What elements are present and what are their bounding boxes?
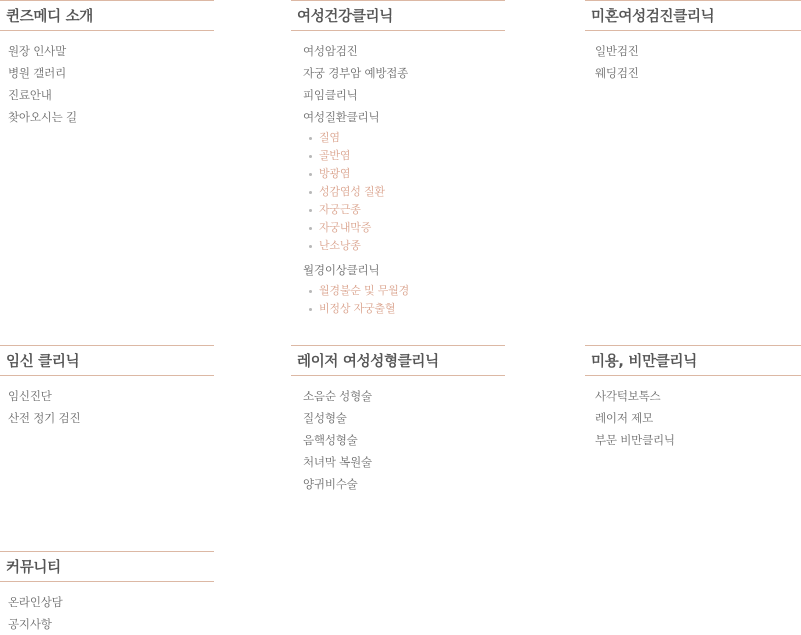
- link-hymen-restoration[interactable]: 처녀막 복원술: [303, 455, 372, 469]
- link-menstrual-clinic[interactable]: 월경이상클리닉 월경불순 및 무월경 비정상 자궁출혈: [303, 259, 505, 318]
- section-title-about[interactable]: 퀸즈메디 소개: [0, 0, 214, 31]
- link-vaginoplasty[interactable]: 질성형술: [303, 411, 347, 425]
- link-laser-hair-removal[interactable]: 레이저 제모: [595, 411, 653, 425]
- link-labiaplasty[interactable]: 소음순 성형술: [303, 389, 372, 403]
- sub-link-std[interactable]: 성감염성 질환: [309, 183, 505, 201]
- section-title-laser[interactable]: 레이저 여성성형클리닉: [291, 345, 505, 376]
- section-title-women-health[interactable]: 여성건강클리닉: [291, 0, 505, 31]
- link-partial-obesity[interactable]: 부문 비만클리닉: [595, 433, 675, 447]
- section-title-community[interactable]: 커뮤니티: [0, 551, 214, 582]
- sub-link-abnormal-bleeding[interactable]: 비정상 자궁출혈: [309, 300, 505, 318]
- disease-sub-list: [303, 129, 505, 255]
- link-prenatal-checkup[interactable]: 산전 정기 검진: [8, 411, 81, 425]
- link-gallery[interactable]: 병원 갤러리: [8, 66, 66, 80]
- section-laser: [291, 345, 505, 495]
- link-directions[interactable]: 찾아오시는 길: [8, 110, 77, 124]
- sub-link-vaginitis[interactable]: 질염: [309, 129, 505, 147]
- beauty-links: [585, 376, 801, 451]
- sub-link-endometriosis[interactable]: 자궁내막증: [309, 219, 505, 237]
- link-pregnancy-diagnosis[interactable]: 임신진단: [8, 389, 52, 403]
- sub-link-pelvic-inflammation[interactable]: 골반염: [309, 147, 505, 165]
- about-links: [0, 31, 214, 128]
- link-disease-clinic[interactable]: 여성질환클리닉 질염 골반염 방광염 성감염성 질환 자궁근종 자궁내막증 난소낭종: [303, 106, 505, 255]
- link-jaw-botox[interactable]: 사각턱보톡스: [595, 389, 661, 403]
- unmarried-links: [585, 31, 801, 84]
- link-hours[interactable]: 진료안내: [8, 88, 52, 102]
- section-beauty: [585, 345, 801, 451]
- link-cancer-screening[interactable]: 여성암검진: [303, 44, 358, 58]
- sub-link-myoma[interactable]: 자궁근종: [309, 201, 505, 219]
- menstrual-sub-list: [303, 282, 505, 318]
- section-title-unmarried[interactable]: 미혼여성검진클리닉: [585, 0, 801, 31]
- community-links: [0, 582, 214, 635]
- link-cervical-vaccine[interactable]: 자궁 경부암 예방접종: [303, 66, 409, 80]
- section-pregnancy: [0, 345, 214, 429]
- section-community: [0, 551, 214, 635]
- link-general-checkup[interactable]: 일반검진: [595, 44, 639, 58]
- section-unmarried: [585, 0, 801, 84]
- women-health-links: [291, 31, 505, 318]
- section-about: [0, 0, 214, 128]
- sub-link-ovarian-cyst[interactable]: 난소낭종: [309, 237, 505, 255]
- link-greeting[interactable]: 원장 인사말: [8, 44, 66, 58]
- sub-link-cystitis[interactable]: 방광염: [309, 165, 505, 183]
- link-notice[interactable]: 공지사항: [8, 617, 52, 631]
- pregnancy-links: [0, 376, 214, 429]
- link-clitoroplasty[interactable]: 음핵성형술: [303, 433, 358, 447]
- section-women-health: [291, 0, 505, 322]
- link-contraception[interactable]: 피임클리닉: [303, 88, 358, 102]
- section-title-pregnancy[interactable]: 임신 클리닉: [0, 345, 214, 376]
- laser-links: [291, 376, 505, 495]
- link-poppy-surgery[interactable]: 양귀비수술: [303, 477, 358, 491]
- section-title-beauty[interactable]: 미용, 비만클리닉: [585, 345, 801, 376]
- link-online-consult[interactable]: 온라인상담: [8, 595, 63, 609]
- link-wedding-checkup[interactable]: 웨딩검진: [595, 66, 639, 80]
- sub-link-amenorrhea[interactable]: 월경불순 및 무월경: [309, 282, 505, 300]
